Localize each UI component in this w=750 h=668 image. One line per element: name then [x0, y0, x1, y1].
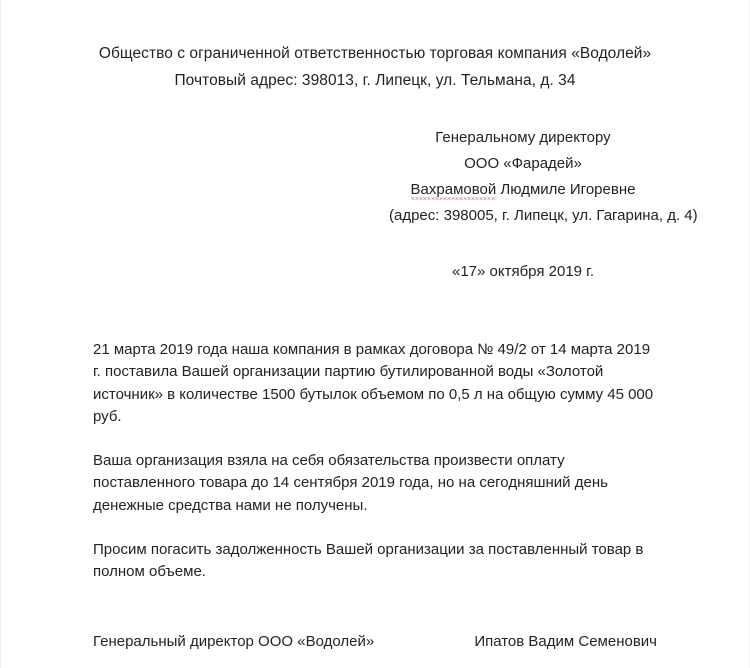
addressee-person-surname: Вахрамовой — [410, 181, 497, 198]
signature-position: Генеральный директор ООО «Водолей» — [93, 632, 375, 650]
letterhead — [93, 40, 657, 94]
addressee-position: Генеральному директору — [435, 129, 611, 146]
document-body — [93, 339, 657, 584]
addressee-person — [389, 177, 657, 203]
body-paragraph-3: Просим погасить задолженность Вашей организации за поставленный товар в полном объеме. — [93, 541, 644, 581]
body-paragraph-2: Ваша организация взяла на себя обязательства произвести оплату поставленного товара до 14 сентября 2019 года, но на сегодняшний день денежные средства нами не получены. — [93, 452, 608, 514]
body-paragraph-1: 21 марта 2019 года наша компания в рамках договора № 49/2 от 14 марта 2019 г. поставила Вашей организации партию бутилированной воды «Золотой источник» в количестве 1500 бутылок объемом по 0,5 л на общую сумму 45 000 руб. — [93, 341, 654, 425]
document-sheet — [93, 0, 698, 653]
signature-row — [93, 631, 657, 653]
signature-name: Ипатов Вадим Семенович — [474, 632, 657, 650]
document-date: «17» октября 2019 г. — [451, 263, 594, 280]
letterhead-company-name: Общество с ограниченной ответственностью торговая компания «Водолей» — [98, 45, 652, 62]
addressee-organization: ООО «Фарадей» — [464, 155, 582, 172]
letterhead-postal-address: Почтовый адрес: 398013, г. Липецк, ул. Тельмана, д. 34 — [174, 72, 576, 89]
addressee-block — [389, 125, 698, 229]
addressee-address: (адрес: 398005, г. Липецк, ул. Гагарина, д. 4) — [389, 207, 698, 224]
addressee-person-given-names: Людмиле Игоревне — [496, 181, 636, 198]
